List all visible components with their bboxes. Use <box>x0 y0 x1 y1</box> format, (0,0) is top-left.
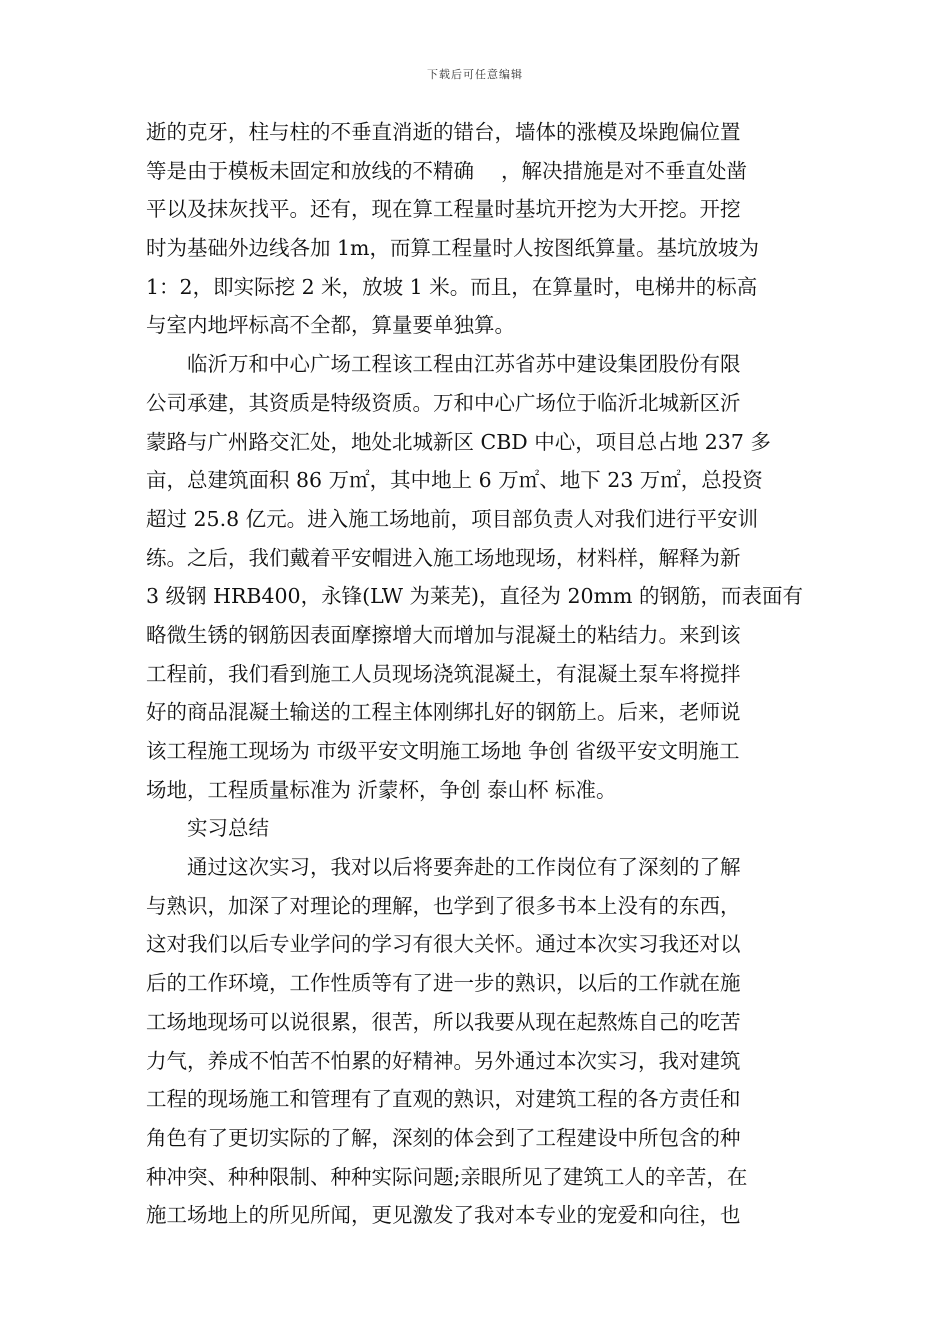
text-line: 这对我们以后专业学问的学习有很大关怀。通过本次实习我还对以 <box>146 932 741 957</box>
text-line: 力气，养成不怕苦不怕累的好精神。另外通过本次实习，我对建筑 <box>146 1048 741 1073</box>
paragraph-start-line: 临沂万和中心广场工程该工程由江苏省苏中建设集团股份有限 <box>187 352 741 377</box>
text-line: 公司承建，其资质是特级资质。万和中心广场位于临沂北城新区沂 <box>146 390 741 415</box>
page-header: 下载后可任意编辑 <box>427 68 523 81</box>
text-line: 场地，工程质量标准为 沂蒙杯，争创 泰山杯 标准。 <box>146 777 617 802</box>
text-line: 时为基础外边线各加 1m，而算工程量时人按图纸算量。基坑放坡为 <box>146 236 759 261</box>
text-line: 等是由于模板未固定和放线的不精确 ，解决措施是对不垂直处凿 <box>146 158 748 183</box>
text-line: 略微生锈的钢筋因表面摩擦增大而增加与混凝土的粘结力。来到该 <box>146 622 741 647</box>
section-heading: 实习总结 <box>187 816 269 841</box>
text-line: 工程前，我们看到施工人员现场浇筑混凝土，有混凝土泵车将搅拌 <box>146 661 741 686</box>
text-line: 3 级钢 HRB400，永锋(LW 为莱芜)，直径为 20mm 的钢筋，而表面有 <box>146 584 803 609</box>
text-line: 好的商品混凝土输送的工程主体刚绑扎好的钢筋上。后来，老师说 <box>146 700 741 725</box>
text-line: 工程的现场施工和管理有了直观的熟识，对建筑工程的各方责任和 <box>146 1087 741 1112</box>
text-line: 超过 25.8 亿元。进入施工场地前，项目部负责人对我们进行平安训 <box>146 506 759 531</box>
text-line: 练。之后，我们戴着平安帽进入施工场地现场，材料样，解释为新 <box>146 545 741 570</box>
text-line: 亩，总建筑面积 86 万㎡，其中地上 6 万㎡、地下 23 万㎡，总投资 <box>146 468 763 493</box>
paragraph-start-line: 通过这次实习，我对以后将要奔赴的工作岗位有了深刻的了解 <box>187 855 741 880</box>
text-line: 与熟识，加深了对理论的理解，也学到了很多书本上没有的东西， <box>146 893 741 918</box>
text-line: 该工程施工现场为 市级平安文明施工场地 争创 省级平安文明施工 <box>146 739 740 763</box>
text-line: 1：2，即实际挖 2 米，放坡 1 米。而且，在算量时，电梯井的标高 <box>146 274 758 299</box>
text-line: 与室内地坪标高不全都，算量要单独算。 <box>146 313 515 338</box>
document-body <box>146 113 806 1235</box>
text-line: 后的工作环境，工作性质等有了进一步的熟识，以后的工作就在施 <box>146 971 741 996</box>
text-line: 蒙路与广州路交汇处，地处北城新区 CBD 中心，项目总占地 237 多 <box>146 429 771 454</box>
text-line: 角色有了更切实际的了解，深刻的体会到了工程建设中所包含的种 <box>146 1125 741 1150</box>
text-line: 逝的克牙，柱与柱的不垂直消逝的错台，墙体的涨模及垛跑偏位置 <box>146 120 741 144</box>
text-line: 工场地现场可以说很累，很苦，所以我要从现在起熬炼自己的吃苦 <box>146 1009 741 1034</box>
text-line: 平以及抹灰找平。还有，现在算工程量时基坑开挖为大开挖。开挖 <box>146 197 741 222</box>
text-line: 种冲突、种种限制、种种实际问题;亲眼所见了建筑工人的辛苦，在 <box>146 1164 748 1189</box>
text-line: 施工场地上的所见所闻，更见激发了我对本专业的宠爱和向往，也 <box>146 1203 741 1228</box>
